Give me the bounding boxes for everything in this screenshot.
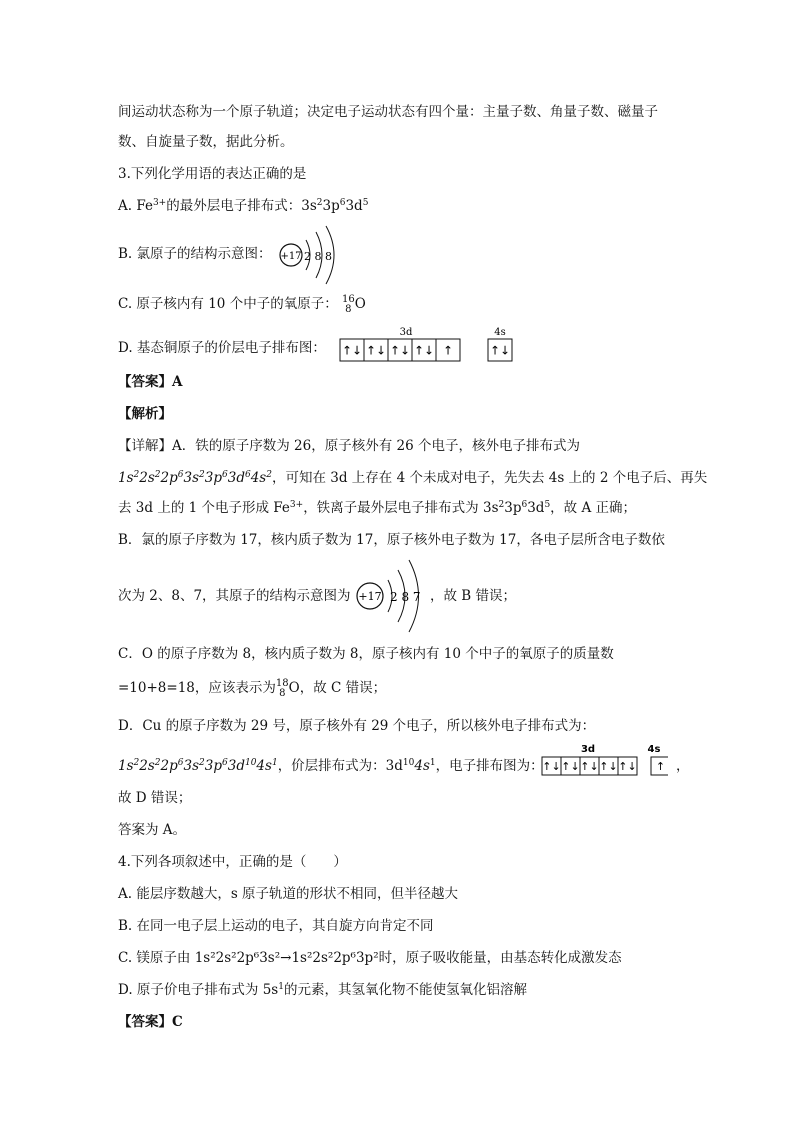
electron-arrows: ↑ bbox=[655, 759, 666, 773]
electron-arrows: ↑↓ bbox=[365, 343, 387, 358]
para-line: 数、自旋量子数，据此分析。 bbox=[118, 134, 294, 150]
q3-option-a: A. $Fe^{3+}$的最外层电子排布式：$3s^23p^63d^5$ bbox=[118, 198, 369, 214]
orbital-4s-label: 4s bbox=[647, 744, 661, 755]
shell-electrons: 2 8 7 bbox=[390, 590, 421, 604]
electron-arrows: ↑↓ bbox=[341, 343, 363, 358]
q3-option-c: C. 原子核内有 10 个中子的氧原子： 16 8 O bbox=[118, 293, 366, 315]
comma: ， bbox=[676, 758, 690, 774]
electron-arrows: ↑↓ bbox=[599, 759, 618, 773]
question-3: 3.下列化学用语的表达正确的是 bbox=[118, 166, 307, 182]
electron-arrows: ↑↓ bbox=[413, 343, 435, 358]
nucleus-label: +17 bbox=[280, 251, 302, 262]
cl-line-2a: 次为 2、8、7，其原子的结构示意图为 bbox=[118, 588, 351, 604]
electron-arrows: ↑↓ bbox=[618, 759, 637, 773]
electron-arrows: ↑↓ bbox=[542, 759, 561, 773]
answer-label: 【答案】A bbox=[118, 374, 183, 390]
fe-line-3: 去 3d 上的 1 个电子形成 $Fe^{3+}$，铁离子最外层电子排布式为 $3s^23p^63d^5$，故 A 正确； bbox=[118, 500, 637, 516]
q3-option-d: D. 基态铜原子的价层电子排布图： bbox=[118, 340, 326, 356]
electron-arrows: ↑↓ bbox=[489, 343, 511, 358]
q4-option-c: C. 镁原子由 1s²2s²2p⁶3s²→1s²2s²2p⁶3p²时，原子吸收能量，由基态转化成激发态 bbox=[118, 950, 622, 966]
orbital-diagram-2 bbox=[538, 742, 668, 782]
orbital-4s-label: 4s bbox=[494, 327, 506, 338]
cl-line-2b: ，故 B 错误； bbox=[430, 588, 517, 604]
nuclide-notation: 18 8 bbox=[275, 677, 289, 699]
answer-text: 答案为 A。 bbox=[118, 822, 187, 838]
analysis-label: 【解析】 bbox=[118, 406, 172, 422]
nucleus-label: +17 bbox=[358, 590, 382, 603]
detail-line: 【详解】A．铁的原子序数为 26，原子核外有 26 个电子，核外电子排布式为 bbox=[118, 438, 580, 454]
shell-electrons: 2 8 8 bbox=[304, 250, 332, 263]
o-line-2: =10+8=18，应该表示为18 8 O，故 C 错误； bbox=[118, 677, 387, 699]
electron-arrows: ↑↓ bbox=[580, 759, 599, 773]
fe-config-line: $1s^22s^22p^63s^23p^63d^64s^2$，可知在 3d 上存在 4 个未成对电子，先失去 4s 上的 2 个电子后、再失 bbox=[118, 470, 708, 486]
o-line: C．O 的原子序数为 8，核内质子数为 8，原子核内有 10 个中子的氧原子的质量数 bbox=[118, 646, 614, 662]
cu-line: D．Cu 的原子序数为 29 号，原子核外有 29 个电子，所以核外电子排布式为： bbox=[118, 718, 596, 734]
q3-option-b: B. 氯原子的结构示意图： bbox=[118, 246, 272, 262]
q4-option-d: D. 原子价电子排布式为 $5s^1$的元素，其氢氧化物不能使氢氧化铝溶解 bbox=[118, 982, 527, 998]
electron-arrows: ↑↓ bbox=[561, 759, 580, 773]
q4-option-a: A. 能层序数越大，s 原子轨道的形状不相同，但半径越大 bbox=[118, 886, 459, 902]
chlorine-atom-diagram-2 bbox=[354, 556, 430, 636]
cl-line: B．氯的原子序数为 17，核内质子数为 17，原子核外电子数为 17，各电子层所含电子数依 bbox=[118, 532, 665, 548]
question-4: 4.下列各项叙述中，正确的是（ ） bbox=[118, 854, 347, 870]
orbital-3d-label: 3d bbox=[580, 744, 596, 755]
chlorine-atom-diagram-1 bbox=[278, 222, 344, 286]
q4-option-b: B. 在同一电子层上运动的电子，其自旋方向肯定不同 bbox=[118, 918, 434, 934]
cu-config-line: $1s^22s^22p^63s^23p^63d^{10}4s^1$，价层排布式为：$3d^{10}4s^1$，电子排布图为： bbox=[118, 758, 544, 774]
orbital-3d-label: 3d bbox=[399, 327, 413, 338]
electron-arrows: ↑ bbox=[442, 343, 454, 358]
para-line: 间运动状态称为一个原子轨道；决定电子运动状态有四个量：主量子数、角量子数、磁量子 bbox=[118, 104, 658, 120]
fe-electron-config: $1s^22s^22p^63s^23p^63d^64s^2$ bbox=[118, 470, 272, 486]
electron-arrows: ↑↓ bbox=[389, 343, 411, 358]
answer-label-2: 【答案】C bbox=[118, 1014, 183, 1030]
nuclide-notation: 16 8 bbox=[342, 293, 355, 315]
cu-electron-config: $1s^22s^22p^63s^23p^63d^{10}4s^1$ bbox=[118, 758, 278, 774]
cu-line-3: 故 D 错误； bbox=[118, 790, 192, 806]
orbital-diagram-1 bbox=[338, 324, 518, 364]
